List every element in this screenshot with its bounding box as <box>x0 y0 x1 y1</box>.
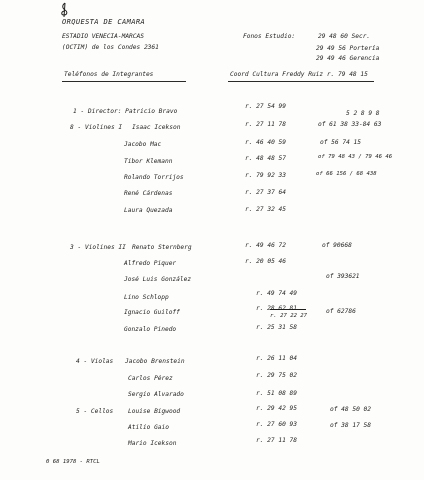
member-name: Alfredo Piquer <box>124 260 177 267</box>
member-phone: r. 29 75 02 <box>256 372 297 379</box>
member-phone: r. 51 08 89 <box>256 390 297 397</box>
member-phone: r. 27 22 27 <box>270 313 308 319</box>
member-name: Jacobo Brenstein <box>125 358 185 365</box>
member-phone: r. 27 60 93 <box>256 421 297 428</box>
studio-phone-2: 29 49 56 Portería <box>316 45 380 52</box>
member-name: Gonzalo Pinedo <box>124 326 177 333</box>
member-name: Renato Sternberg <box>132 244 192 251</box>
studio-phone-3: 29 49 46 Gerencia <box>316 55 380 62</box>
member-phone: r. 79 92 33 <box>245 172 286 179</box>
director-phone: r. 27 54 99 <box>245 103 286 110</box>
studio-address-line2: (OCTIM) de los Condes 2361 <box>62 44 159 51</box>
studio-address-line1: ESTADIO VENECIA-MARCAS <box>62 33 144 40</box>
sheet-title: Teléfonos de Integrantes <box>64 71 154 78</box>
section-label-cellos: 5 - Cellos <box>76 408 114 415</box>
member-extra: of 79 48 43 / 79 46 46 <box>318 154 393 160</box>
member-phone: r. 27 37 64 <box>245 189 286 196</box>
member-name: Rolando Torrijos <box>124 174 184 181</box>
member-extra: of 48 50 02 <box>330 406 371 413</box>
member-name: Louise Bigwood <box>128 408 181 415</box>
member-extra: of 61 38 33-84 63 <box>318 121 382 128</box>
treble-clef-logo-icon <box>58 2 72 18</box>
member-name: Laura Quezada <box>124 207 173 214</box>
member-phone: r. 25 31 58 <box>256 324 297 331</box>
member-name: Carlos Pérez <box>128 375 173 382</box>
member-extra: of 56 74 15 <box>320 139 361 146</box>
member-name: Lino Schlopp <box>124 294 169 301</box>
member-phone: r. 49 74 49 <box>256 290 297 297</box>
section-label-violas: 4 - Violas <box>76 358 114 365</box>
member-extra: of 393621 <box>326 273 360 280</box>
member-extra: of 66 156 / 68 438 <box>316 171 377 177</box>
member-name: Jacobo Mac <box>124 141 162 148</box>
member-phone-struck: r. 28 62 81 <box>256 305 297 312</box>
conductor-underline <box>228 81 374 82</box>
member-phone: r. 49 46 72 <box>245 242 286 249</box>
member-phone: r. 29 42 95 <box>256 405 297 412</box>
studio-phone-1: 29 48 60 Secr. <box>318 33 371 40</box>
member-extra: of 90668 <box>322 242 352 249</box>
member-name: Tibor Klemann <box>124 158 173 165</box>
member-name: Mario Icekson <box>128 440 177 447</box>
member-phone: r. 27 11 78 <box>245 121 286 128</box>
member-name: Atilio Gaio <box>128 424 169 431</box>
conductor-line: Coord Cultura Freddy Ruiz r. 79 48 15 <box>230 71 368 78</box>
member-phone: r. 46 40 59 <box>245 139 286 146</box>
section-label-violines-2: 3 - Violines II <box>70 244 126 251</box>
member-phone: r. 48 48 57 <box>245 155 286 162</box>
member-extra: of 38 17 58 <box>330 422 371 429</box>
member-phone: r. 27 32 45 <box>245 206 286 213</box>
member-extra: of 62786 <box>326 308 356 315</box>
member-name: José Luis González <box>124 276 192 283</box>
title-underline <box>62 81 186 82</box>
phones-label: Fonos Estudio: <box>243 33 296 40</box>
member-phone: r. 27 11 78 <box>256 437 297 444</box>
member-name: Sergio Alvarado <box>128 391 184 398</box>
footer-note: 0 68 1978 - RTCL <box>46 459 100 465</box>
orchestra-name: ORQUESTA DE CAMARA <box>62 18 146 26</box>
member-phone: r. 26 11 04 <box>256 355 297 362</box>
director-entry: 1 - Director: Patricio Bravo <box>73 108 178 115</box>
member-phone: r. 20 05 46 <box>245 258 286 265</box>
member-name: Isaac Icekson <box>132 124 181 131</box>
strikethrough-mark <box>270 309 306 310</box>
member-name: René Cárdenas <box>124 190 173 197</box>
section-label-violines-1: 8 - Violines I <box>70 124 123 131</box>
member-name: Ignacio Guiloff <box>124 309 180 316</box>
director-extra: 5 2 8 9 8 <box>346 110 380 117</box>
